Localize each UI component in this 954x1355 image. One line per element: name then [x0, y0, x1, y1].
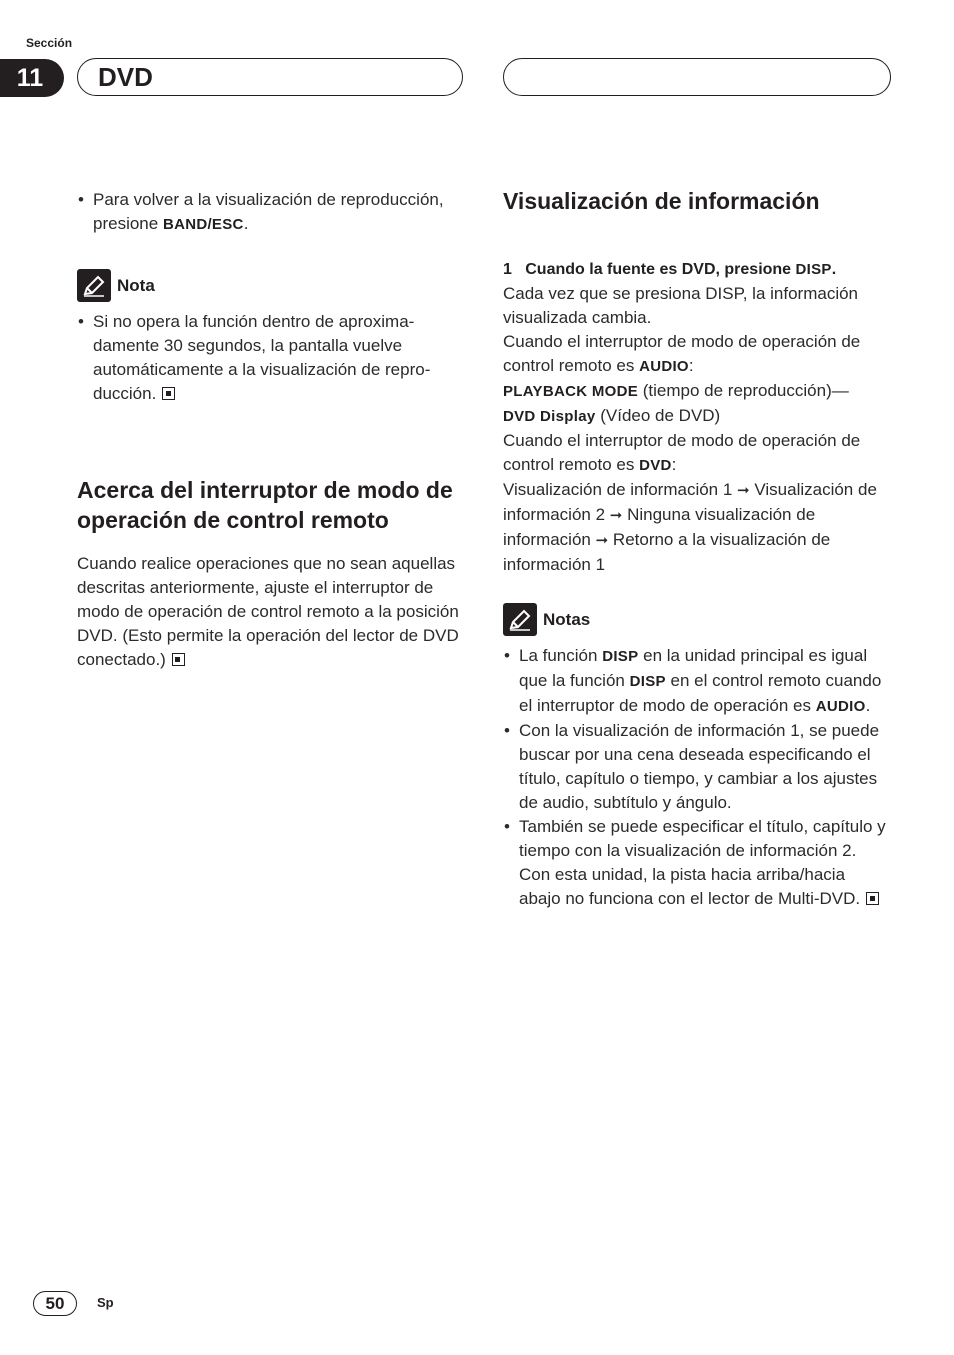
band-esc-key: BAND/ESC: [162, 216, 244, 233]
section-number: 11: [0, 59, 64, 97]
note-block: [77, 269, 467, 406]
audio-key: AUDIO: [639, 358, 689, 375]
step-end: .: [831, 261, 837, 278]
seq-3: Ninguna visualización de información: [503, 505, 816, 549]
para-3: [503, 429, 888, 478]
disp-key: DISP: [795, 261, 832, 278]
stop-icon: [162, 387, 175, 400]
step-number: 1: [503, 261, 512, 278]
para-2: [503, 330, 888, 379]
note-2: [503, 719, 888, 815]
seq-2: Visualización de información 2: [503, 480, 877, 524]
dvd-key: DVD: [639, 457, 672, 474]
notes-label: Notas: [543, 609, 591, 629]
playback-line: [503, 379, 888, 404]
stop-icon: [172, 653, 185, 666]
note-1-d: .: [865, 696, 871, 715]
section-title: DVD: [98, 62, 153, 92]
remote-mode-heading: Acerca del interruptor de modo de operación de control remoto: [77, 477, 453, 533]
seq-4: Retorno a la visualización de información 1: [503, 530, 831, 574]
arrow-right-icon: ➞: [609, 507, 623, 524]
notes-block: [503, 603, 888, 911]
para-2-text: Cuando el interruptor de modo de operación de control remoto es: [503, 332, 861, 375]
seq-1: Visualización de información 1: [503, 480, 738, 499]
dvd-display-text: (Vídeo de DVD): [595, 406, 721, 425]
note-label: Nota: [117, 275, 155, 295]
stop-icon: [866, 892, 879, 905]
step-1: [503, 258, 888, 282]
note-bullet: [77, 310, 467, 406]
intro-end: .: [243, 214, 249, 233]
note-header: [77, 269, 467, 302]
page-number: 50: [33, 1291, 77, 1316]
language-code: Sp: [97, 1295, 114, 1310]
arrow-right-icon: ➞: [595, 532, 609, 549]
info-display-body: [503, 258, 888, 577]
disp-key: DISP: [629, 673, 666, 690]
notes-header: [503, 603, 888, 636]
para-3-text: Cuando el interruptor de modo de operación de control remoto es: [503, 431, 861, 474]
note-1-c: en el control remoto cuando el interruptor de modo de operación es: [519, 671, 882, 715]
remote-mode-text: Cuando realice operaciones que no sean aquellas descritas anteriormente, ajuste el interruptor de modo de operación de control remoto a la posición DVD. (Esto permite la operación del lector de DVD conectado.): [77, 554, 459, 669]
note-1-b: en la unidad principal es igual que la función: [519, 646, 868, 690]
note-3: [503, 815, 888, 911]
note-1: [503, 644, 888, 719]
pencil-icon: [503, 603, 537, 636]
note-2-text: Con la visualización de información 1, se puede buscar por una cena deseada especificando el título, capítulo o tiempo, y cambiar a los ajustes de audio, subtítulo y ángulo.: [519, 721, 880, 812]
arrow-right-icon: ➞: [737, 482, 750, 499]
audio-key: AUDIO: [815, 698, 866, 715]
dvd-display-line: [503, 404, 888, 429]
note-1-a: La función: [519, 646, 603, 665]
playback-mode-key: PLAYBACK MODE: [503, 383, 639, 400]
intro-text: Para volver a la visualización de reproducción, presione: [93, 190, 444, 233]
note-3-text: También se puede especificar el título, capítulo y tiempo con la visualización de información 2. Con esta unidad, la pista hacia arriba/hacia abajo no funciona con el lector de Multi-DVD.: [519, 817, 886, 908]
colon: :: [688, 356, 694, 375]
remote-mode-paragraph: [77, 552, 467, 672]
pencil-icon: [77, 269, 111, 302]
playback-text: (tiempo de reproducción)—: [638, 381, 849, 400]
intro-bullet: [77, 188, 467, 237]
info-display-section: [503, 186, 888, 216]
dvd-display-key: DVD Display: [503, 408, 596, 425]
info-display-heading: Visualización de información: [503, 188, 820, 214]
disp-key: DISP: [602, 648, 639, 665]
colon: :: [671, 455, 677, 474]
step-text: Cuando la fuente es DVD, presione: [525, 261, 796, 278]
empty-header-box: [503, 58, 891, 96]
remote-mode-section: [77, 475, 467, 535]
display-sequence: [503, 478, 888, 577]
note-bullet-text: Si no opera la función dentro de aproximadamente 30 segundos, la pantalla vuelve automáticamente a la visualización de reproducción.: [93, 312, 431, 403]
section-label: Sección: [26, 36, 73, 50]
section-title-box: [77, 58, 463, 96]
para-1: Cada vez que se presiona DISP, la información visualizada cambia.: [503, 284, 858, 327]
